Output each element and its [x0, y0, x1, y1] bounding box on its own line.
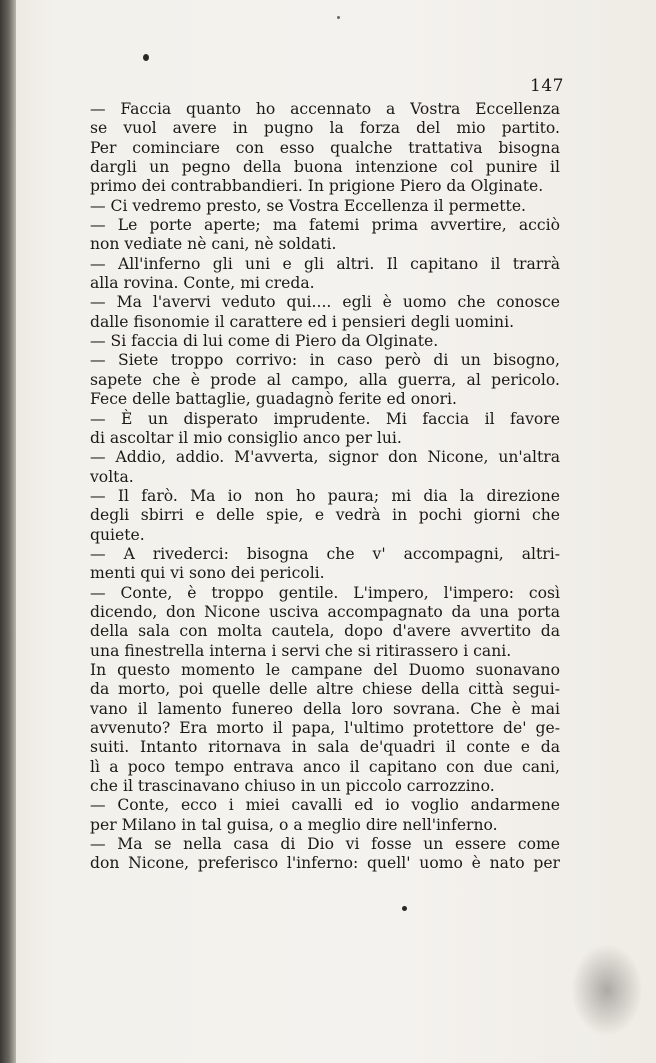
- text-line: Per cominciare con esso qualche trattativa bisogna: [90, 138, 560, 157]
- paper-smudge: [572, 945, 642, 1035]
- ink-speck: [402, 906, 407, 911]
- text-line: In questo momento le campane del Duomo suonavano: [90, 660, 560, 679]
- text-line: — Si faccia di lui come di Piero da Olginate.: [90, 332, 439, 351]
- text-line: — Siete troppo corrivo: in caso però di un bisogno,: [90, 351, 560, 370]
- text-line: dalle fisonomie il carattere ed i pensieri degli uomini.: [90, 312, 515, 331]
- text-line: don Nicone, preferisco l'inferno: quell' uomo è nato per: [90, 854, 560, 873]
- text-line: — All'inferno gli uni e gli altri. Il capitano il trarrà: [90, 254, 560, 273]
- text-line: di ascoltar il mio consiglio anco per lui.: [90, 428, 402, 447]
- page-number: 147: [530, 76, 564, 96]
- text-line: — Faccia quanto ho accennato a Vostra Eccellenza: [90, 100, 560, 118]
- text-line: volta.: [90, 467, 134, 486]
- body-text: [90, 100, 560, 874]
- text-line: vano il lamento funereo della loro sovrana. Che è mai: [90, 699, 560, 718]
- text-line: lì a poco tempo entrava anco il capitano con due cani,: [90, 757, 560, 776]
- text-line: — Il farò. Ma io non ho paura; mi dia la direzione: [90, 486, 560, 505]
- text-line: — Conte, è troppo gentile. L'impero, l'impero: così: [90, 583, 560, 602]
- book-spine-shadow: [0, 0, 16, 1063]
- text-line: — Addio, addio. M'avverta, signor don Nicone, un'altra: [90, 448, 560, 467]
- text-line: per Milano in tal guisa, o a meglio dire nell'inferno.: [90, 815, 498, 834]
- ink-speck: [337, 16, 340, 19]
- text-line: Fece delle battaglie, guadagnò ferite ed onori.: [90, 390, 457, 409]
- text-line: avvenuto? Era morto il papa, l'ultimo protettore de' ge-: [90, 719, 560, 737]
- text-line: dicendo, don Nicone usciva accompagnato da una porta: [90, 602, 560, 621]
- text-line: se vuol avere in pugno la forza del mio partito.: [90, 119, 560, 138]
- text-line: degli sbirri e delle spie, e vedrà in pochi giorni che: [90, 506, 560, 525]
- text-line: — È un disperato imprudente. Mi faccia il favore: [90, 409, 560, 428]
- text-line: suiti. Intanto ritornava in sala de'quadri il conte e da: [90, 738, 560, 757]
- text-line: primo dei contrabbandieri. In prigione Piero da Olginate.: [90, 177, 544, 196]
- text-line: — A rivederci: bisogna che v' accompagni, altri-: [90, 544, 560, 563]
- text-line: quiete.: [90, 525, 145, 544]
- text-line: — Ma l'avervi veduto qui.... egli è uomo che conosce: [90, 293, 560, 312]
- text-line: — Conte, ecco i miei cavalli ed io voglio andarmene: [90, 796, 560, 815]
- text-line: — Ci vedremo presto, se Vostra Eccellenza il permette.: [90, 196, 527, 215]
- text-line: una finestrella interna i servi che si ritirassero i cani.: [90, 641, 512, 660]
- text-line: — Le porte aperte; ma fatemi prima avvertire, acciò: [90, 216, 560, 235]
- text-line: sapete che è prode al campo, alla guerra, al pericolo.: [90, 370, 560, 389]
- text-line: da morto, poi quelle delle altre chiese della città segui-: [90, 680, 560, 699]
- text-line: menti qui vi sono dei pericoli.: [90, 564, 325, 583]
- text-line: della sala con molta cautela, dopo d'avere avvertito da: [90, 622, 560, 641]
- text-line: alla rovina. Conte, mi creda.: [90, 274, 315, 293]
- ink-speck: [143, 54, 149, 61]
- text-line: — Ma se nella casa di Dio vi fosse un essere come: [90, 835, 560, 854]
- text-line: non vediate nè cani, nè soldati.: [90, 235, 337, 254]
- text-line: dargli un pegno della buona intenzione col punire il: [90, 158, 560, 177]
- text-line: che il trascinavano chiuso in un piccolo carrozzino.: [90, 777, 495, 796]
